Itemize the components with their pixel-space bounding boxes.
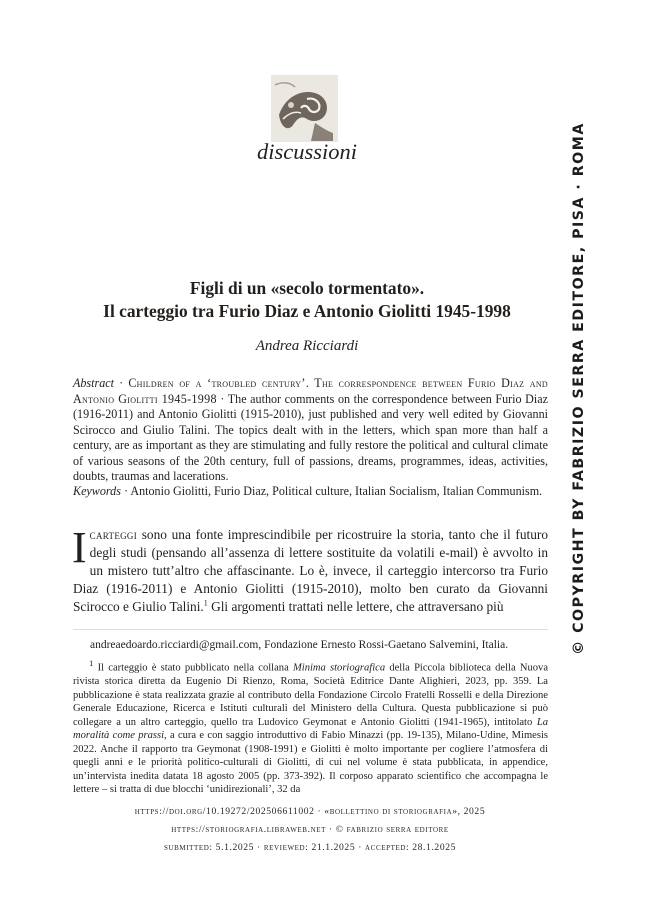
footnote-mark: 1	[89, 658, 94, 668]
footnote-ref[interactable]: 1	[203, 598, 208, 608]
website-line: https://storiografia.libraweb.net · © fabrizio serra editore	[171, 824, 449, 835]
footnote-1	[73, 657, 548, 797]
keywords-text: · Antonio Giolitti, Furio Diaz, Political culture, Italian Socialism, Italian Communism.	[120, 484, 543, 498]
footnote-book-title: La moralità come prassi	[73, 716, 548, 742]
footnote-text-c: , a cura e con saggio introduttivo di Fabio Minazzi (pp. 19-135), Milano-Udine, Mimesis 2022. Anche il rapporto tra Geymonat (1908-1991) e Giolitti è molto importante per cogliere l’atmosfera di quegli anni e le priorità politico-culturali di Giolitti, di cui nel volume è stata pubblicata, in appendice, un’intervista inedita datata 18 agosto 2005 (pp. 373-392). Il corposo apparato scientifico che accompagna le lettere – si tratta di due blocchi ‘unidirezionali’, 32 da	[73, 730, 548, 796]
classical-relief-logo-icon	[271, 75, 338, 142]
section-heading: discussioni	[256, 139, 357, 164]
keywords	[73, 484, 548, 500]
footnote-text-b: della Piccola biblioteca della Nuova rivista storica diretta da Eugenio Di Rienzo, Roma, Società Editrice Dante Alighieri, 2023, pp. 359. La pubblicazione è stata realizzata grazie al contributo della Fondazione Circolo Fratelli Rosselli e della Direzione Generale Educazione, Ricerca e Istituti culturali del Ministero della Cultura. Questa pubblicazione si può collegare a un altro carteggio, quello tra Ludovico Geymonat e Antonio Giolitti (1941-1965), intitolato	[73, 662, 548, 728]
title-line-2: Il carteggio tra Furio Diaz e Antonio Giolitti 1945-1998	[103, 301, 511, 321]
body-text-1: sono una fonte imprescindibile per ricostruire la storia, tanto che il futuro degli studi (pensando all’assenza di lettere sostituite da volatili e-mail) è avvolto in un mistero tutt’altro che affascinante. Lo è, invece, il carteggio intercorso tra Furio Diaz (1916-2011) e Antonio Giolitti (1915-2010), molto ben curato da Giovanni Scirocco e Giulio Talini.	[73, 527, 548, 614]
footnote-divider	[73, 629, 548, 630]
body-smallcaps-word: carteggi	[89, 527, 138, 542]
abstract	[73, 376, 548, 485]
title-line-1: Figli di un «secolo tormentato».	[189, 278, 425, 298]
keywords-label: Keywords	[73, 484, 121, 498]
body-text-2: Gli argomenti trattati nelle lettere, che attraversano più	[207, 599, 504, 614]
body-paragraph	[72, 523, 548, 616]
footnote-text-a: Il carteggio è stato pubblicato nella collana	[93, 662, 293, 674]
doi-line: https://doi.org/10.19272/202506611002 · «bollettino di storiografia», 2025	[134, 806, 486, 817]
article-title	[40, 277, 574, 323]
drop-cap: I	[72, 523, 87, 572]
author-name: Andrea Ricciardi	[255, 338, 359, 354]
footnote-series: Minima storiografica	[292, 662, 386, 674]
dates-line: submitted: 5.1.2025 · reviewed: 21.1.2025 · accepted: 28.1.2025	[163, 842, 457, 853]
abstract-text: · The author comments on the correspondence between Furio Diaz (1916-2011) and Antonio Giolitti (1915-2010), just published and very well edited by Giovanni Scirocco and Giulio Talini. The topics dealt with in the letters, which span more than half a century, are as important as they are stimulating and fully restore the political and cultural climate of various seasons of the 20th century, full of passions, dreams, programmes, ideas, activities, doubts, traumas and lacerations.	[73, 391, 548, 483]
author-affiliation: andreaedoardo.ricciardi@gmail.com, Fondazione Ernesto Rossi-Gaetano Salvemini, Italia.	[90, 639, 509, 651]
abstract-separator: ·	[113, 376, 129, 390]
copyright-sidebar: © COPYRIGHT BY FABRIZIO SERRA EDITORE, PISA · ROMA	[571, 122, 587, 655]
abstract-heading: Children of a ‘troubled century’. The correspondence between Furio Diaz and Antonio Giolitti 1945-1998	[73, 376, 549, 406]
abstract-label: Abstract	[73, 376, 114, 390]
